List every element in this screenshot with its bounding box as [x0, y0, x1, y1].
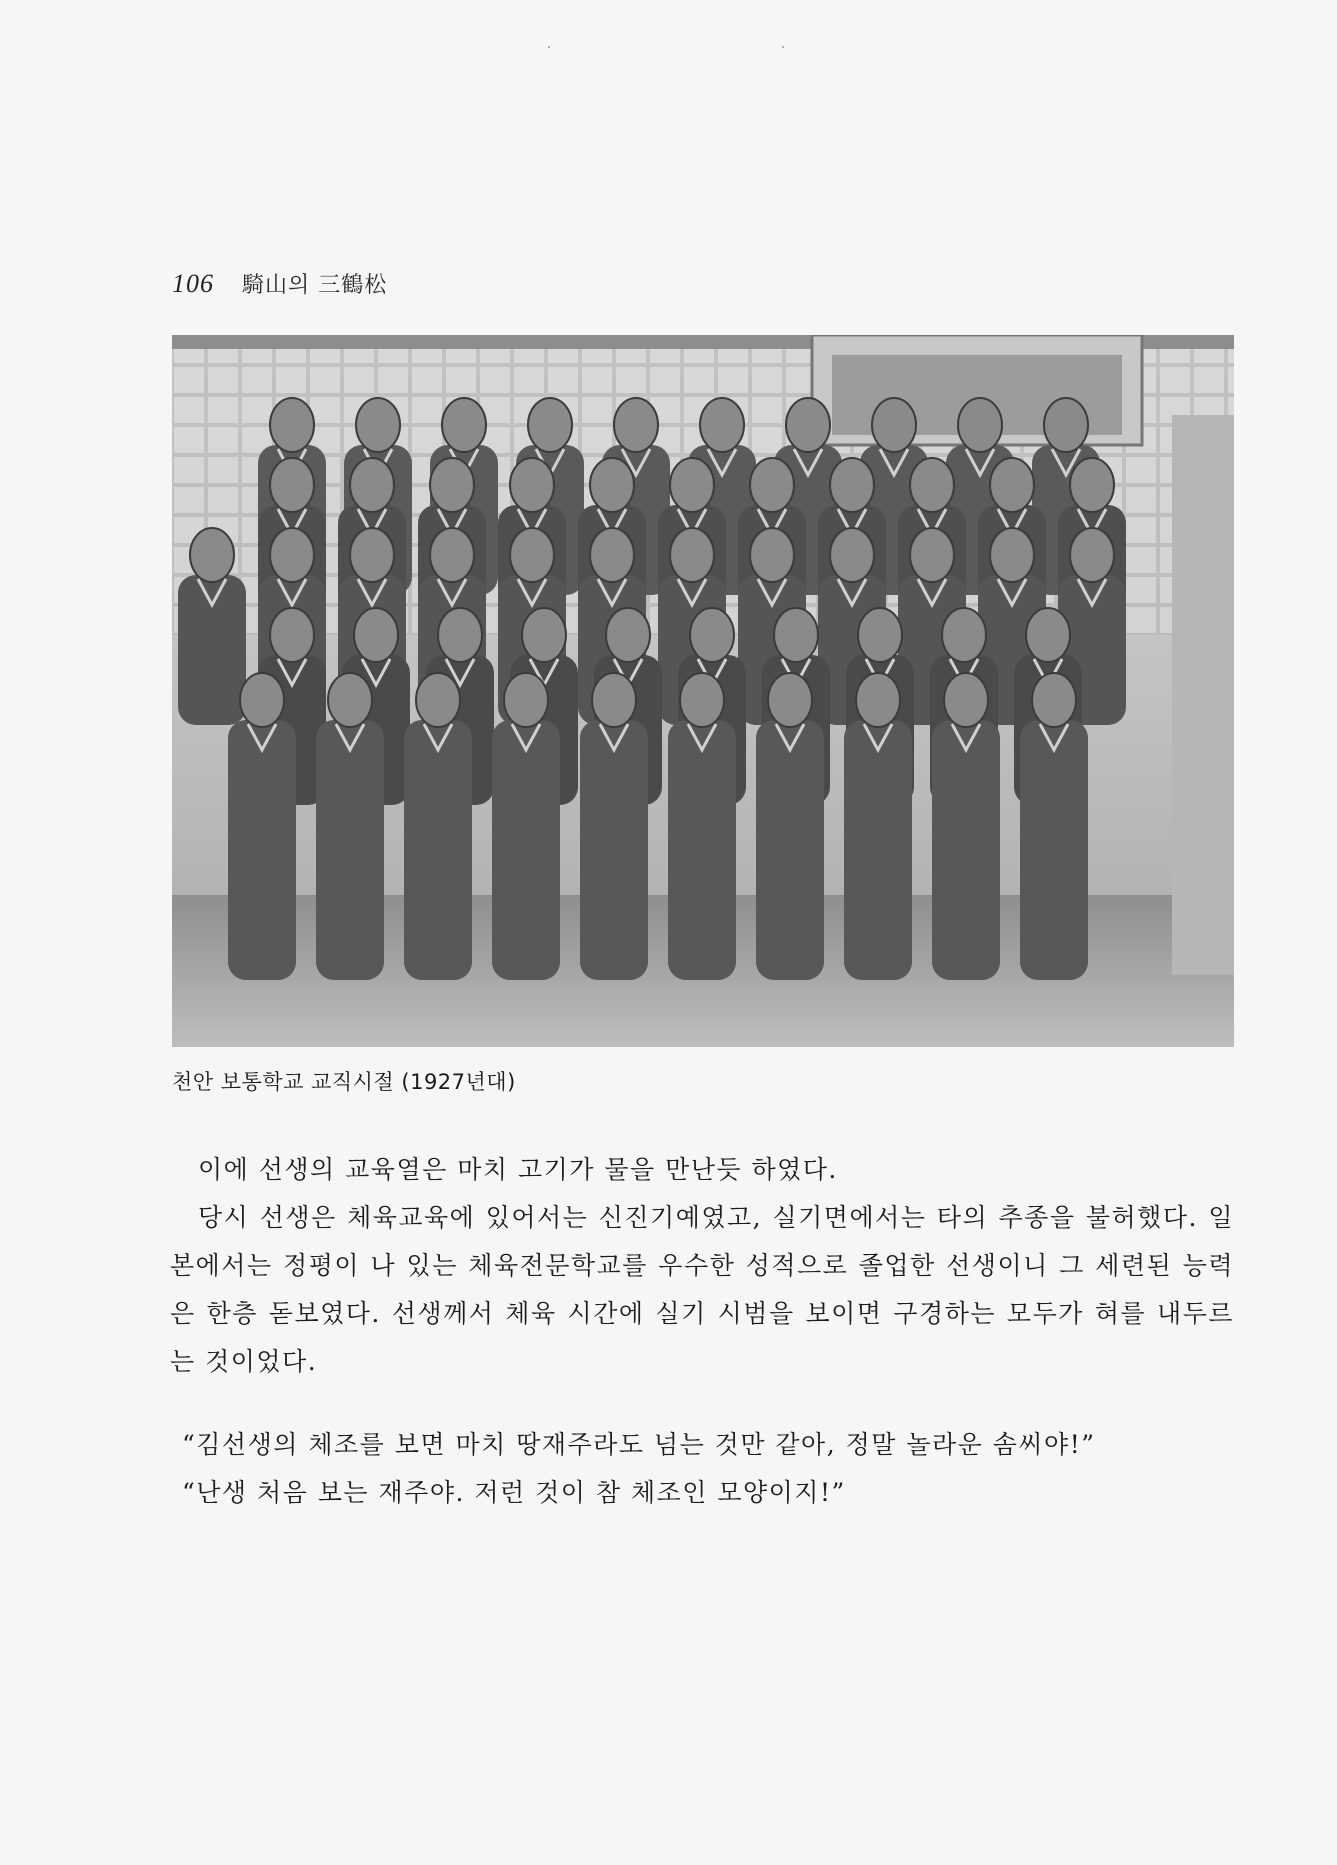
- person-head: [990, 458, 1034, 512]
- person-head: [270, 398, 314, 452]
- person-head: [768, 673, 812, 727]
- person-head: [1070, 458, 1114, 512]
- paragraph: 당시 선생은 체육교육에 있어서는 신진기예였고, 실기면에서는 타의 추종을 불허했다. 일본에서는 정평이 나 있는 체육전문학교를 우수한 성적으로 졸업한 선생이니 그 세련된 능력은 한층 돋보였다. 선생께서 체육 시간에 실기 시범을 보이면 구경하는 모두가 혀를 내두르는 것이었다.: [170, 1203, 1234, 1376]
- person-head: [830, 458, 874, 512]
- person-head: [750, 458, 794, 512]
- person-head: [774, 608, 818, 662]
- person-head: [670, 528, 714, 582]
- person-head: [786, 398, 830, 452]
- person-head: [190, 528, 234, 582]
- person-body: [228, 720, 296, 980]
- person-head: [240, 673, 284, 727]
- page-header: [172, 268, 387, 299]
- person-body: [316, 720, 384, 980]
- quote: “난생 처음 보는 재주야. 저런 것이 참 체조인 모양이지!”: [182, 1478, 846, 1507]
- person-body: [668, 720, 736, 980]
- class-photo: [172, 335, 1234, 1047]
- person-head: [700, 398, 744, 452]
- person-head: [430, 528, 474, 582]
- person-body: [756, 720, 824, 980]
- person-head: [958, 398, 1002, 452]
- person-head: [680, 673, 724, 727]
- person-head: [522, 608, 566, 662]
- person-head: [416, 673, 460, 727]
- person-head: [670, 458, 714, 512]
- person-body: [178, 575, 246, 725]
- person-head: [442, 398, 486, 452]
- person-head: [270, 608, 314, 662]
- person-head: [1044, 398, 1088, 452]
- person-head: [690, 608, 734, 662]
- person-body: [580, 720, 648, 980]
- person-body: [404, 720, 472, 980]
- person-head: [592, 673, 636, 727]
- person-head: [590, 458, 634, 512]
- quote: “김선생의 체조를 보면 마치 땅재주라도 넘는 것만 같아, 정말 놀라운 솜씨야!”: [182, 1430, 1096, 1459]
- person-head: [858, 608, 902, 662]
- scan-speck: [782, 46, 784, 48]
- dialogue-quotes: [172, 1421, 1234, 1517]
- person-head: [942, 608, 986, 662]
- person-head: [528, 398, 572, 452]
- scan-speck: [548, 46, 550, 48]
- person-head: [856, 673, 900, 727]
- person-head: [270, 458, 314, 512]
- person-head: [354, 608, 398, 662]
- person-head: [1026, 608, 1070, 662]
- person-head: [910, 528, 954, 582]
- person-head: [590, 528, 634, 582]
- person-head: [438, 608, 482, 662]
- person-head: [830, 528, 874, 582]
- photo-caption: 천안 보통학교 교직시절 (1927년대): [172, 1070, 516, 1094]
- person-head: [350, 458, 394, 512]
- body-text: [170, 1146, 1234, 1386]
- person-head: [606, 608, 650, 662]
- page-number: 106: [172, 269, 214, 298]
- person-head: [750, 528, 794, 582]
- person-head: [990, 528, 1034, 582]
- person-head: [944, 673, 988, 727]
- person-body: [932, 720, 1000, 980]
- person-head: [430, 458, 474, 512]
- paragraph: 이에 선생의 교육열은 마치 고기가 물을 만난듯 하였다.: [198, 1155, 838, 1184]
- person-head: [510, 528, 554, 582]
- person-head: [614, 398, 658, 452]
- running-title: 騎山의 三鶴松: [242, 273, 388, 298]
- person-head: [356, 398, 400, 452]
- person-head: [910, 458, 954, 512]
- person-head: [328, 673, 372, 727]
- person-body: [1020, 720, 1088, 980]
- person-body: [844, 720, 912, 980]
- person-head: [1070, 528, 1114, 582]
- person-head: [510, 458, 554, 512]
- person-head: [270, 528, 314, 582]
- person-head: [504, 673, 548, 727]
- person-head: [1032, 673, 1076, 727]
- class-photo-image: [172, 335, 1234, 1047]
- person-body: [492, 720, 560, 980]
- person-head: [350, 528, 394, 582]
- person-head: [872, 398, 916, 452]
